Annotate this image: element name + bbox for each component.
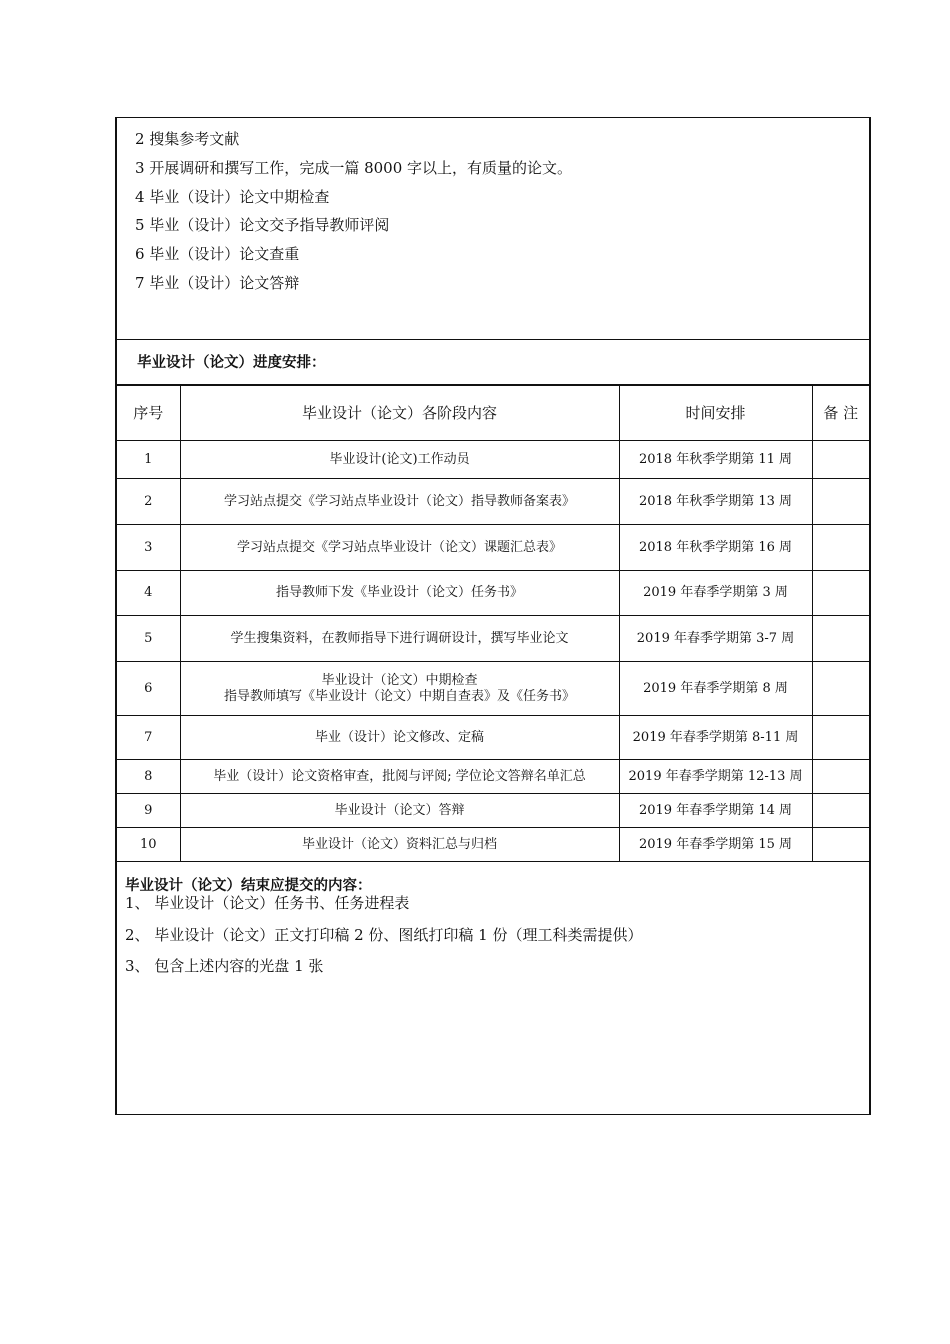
schedule-heading: 毕业设计（论文）进度安排： — [117, 340, 869, 385]
cell-time: 2019 年春季学期第 15 周 — [619, 828, 812, 862]
col-header-note: 备 注 — [812, 386, 869, 441]
cell-note — [812, 571, 869, 616]
col-header-content: 毕业设计（论文）各阶段内容 — [180, 386, 619, 441]
table-row — [117, 616, 869, 662]
table-row — [117, 441, 869, 479]
cell-time: 2019 年春季学期第 14 周 — [619, 794, 812, 828]
submission-item: 1、 毕业设计（论文）任务书、任务进程表 — [125, 894, 410, 912]
cell-content: 毕业设计(论文)工作动员 — [180, 441, 619, 479]
cell-note — [812, 662, 869, 716]
cell-time: 2019 年春季学期第 12-13 周 — [619, 760, 812, 794]
submission-heading: 毕业设计（论文）结束应提交的内容： — [125, 877, 372, 894]
cell-time: 2018 年秋季学期第 13 周 — [619, 479, 812, 525]
cell-no: 8 — [117, 760, 180, 794]
step-line: 6 毕业（设计）论文查重 — [135, 245, 300, 263]
cell-no: 7 — [117, 716, 180, 760]
cell-no: 2 — [117, 479, 180, 525]
cell-content: 学习站点提交《学习站点毕业设计（论文）指导教师备案表》 — [180, 479, 619, 525]
col-header-time: 时间安排 — [619, 386, 812, 441]
table-row — [117, 479, 869, 525]
step-line: 2 搜集参考文献 — [135, 130, 240, 148]
step-line: 7 毕业（设计）论文答辩 — [135, 274, 300, 292]
cell-time: 2019 年春季学期第 8 周 — [619, 662, 812, 716]
cell-content: 毕业（设计）论文修改、定稿 — [180, 716, 619, 760]
cell-note — [812, 616, 869, 662]
table-header-row — [117, 386, 869, 441]
table-row — [117, 716, 869, 760]
cell-time: 2019 年春季学期第 3-7 周 — [619, 616, 812, 662]
cell-no: 1 — [117, 441, 180, 479]
cell-time: 2018 年秋季学期第 11 周 — [619, 441, 812, 479]
table-row — [117, 525, 869, 571]
cell-note — [812, 525, 869, 571]
cell-no: 3 — [117, 525, 180, 571]
submission-item: 2、 毕业设计（论文）正文打印稿 2 份、图纸打印稿 1 份（理工科类需提供） — [125, 926, 643, 944]
cell-note — [812, 479, 869, 525]
cell-note — [812, 441, 869, 479]
cell-no: 5 — [117, 616, 180, 662]
cell-time: 2018 年秋季学期第 16 周 — [619, 525, 812, 571]
cell-content — [180, 662, 619, 716]
cell-content: 指导教师下发《毕业设计（论文）任务书》 — [180, 571, 619, 616]
cell-note — [812, 828, 869, 862]
cell-note — [812, 794, 869, 828]
cell-no: 4 — [117, 571, 180, 616]
step-line: 5 毕业（设计）论文交予指导教师评阅 — [135, 216, 390, 234]
form-frame — [115, 117, 871, 1115]
cell-note — [812, 760, 869, 794]
cell-content: 毕业设计（论文）资料汇总与归档 — [180, 828, 619, 862]
schedule-table — [117, 385, 869, 862]
cell-time: 2019 年春季学期第 3 周 — [619, 571, 812, 616]
table-row — [117, 760, 869, 794]
cell-time: 2019 年春季学期第 8-11 周 — [619, 716, 812, 760]
cell-content: 学生搜集资料，在教师指导下进行调研设计，撰写毕业论文 — [180, 616, 619, 662]
step-line: 4 毕业（设计）论文中期检查 — [135, 188, 330, 206]
submission-item: 3、 包含上述内容的光盘 1 张 — [125, 957, 324, 975]
col-header-no: 序号 — [117, 386, 180, 441]
cell-content-line: 指导教师填写《毕业设计（论文）中期自查表》及《任务书》 — [223, 688, 575, 704]
table-row — [117, 571, 869, 616]
cell-content: 毕业（设计）论文资格审查，批阅与评阅; 学位论文答辩名单汇总 — [180, 760, 619, 794]
cell-content: 学习站点提交《学习站点毕业设计（论文）课题汇总表》 — [180, 525, 619, 571]
table-row — [117, 794, 869, 828]
cell-content: 毕业设计（论文）答辩 — [180, 794, 619, 828]
step-line: 3 开展调研和撰写工作，完成一篇 8000 字以上，有质量的论文。 — [135, 159, 573, 177]
cell-no: 9 — [117, 794, 180, 828]
cell-no: 10 — [117, 828, 180, 862]
table-row — [117, 828, 869, 862]
work-steps-section — [117, 118, 869, 340]
table-row — [117, 662, 869, 716]
cell-no: 6 — [117, 662, 180, 716]
cell-content-line: 毕业设计（论文）中期检查 — [321, 672, 478, 688]
cell-note — [812, 716, 869, 760]
